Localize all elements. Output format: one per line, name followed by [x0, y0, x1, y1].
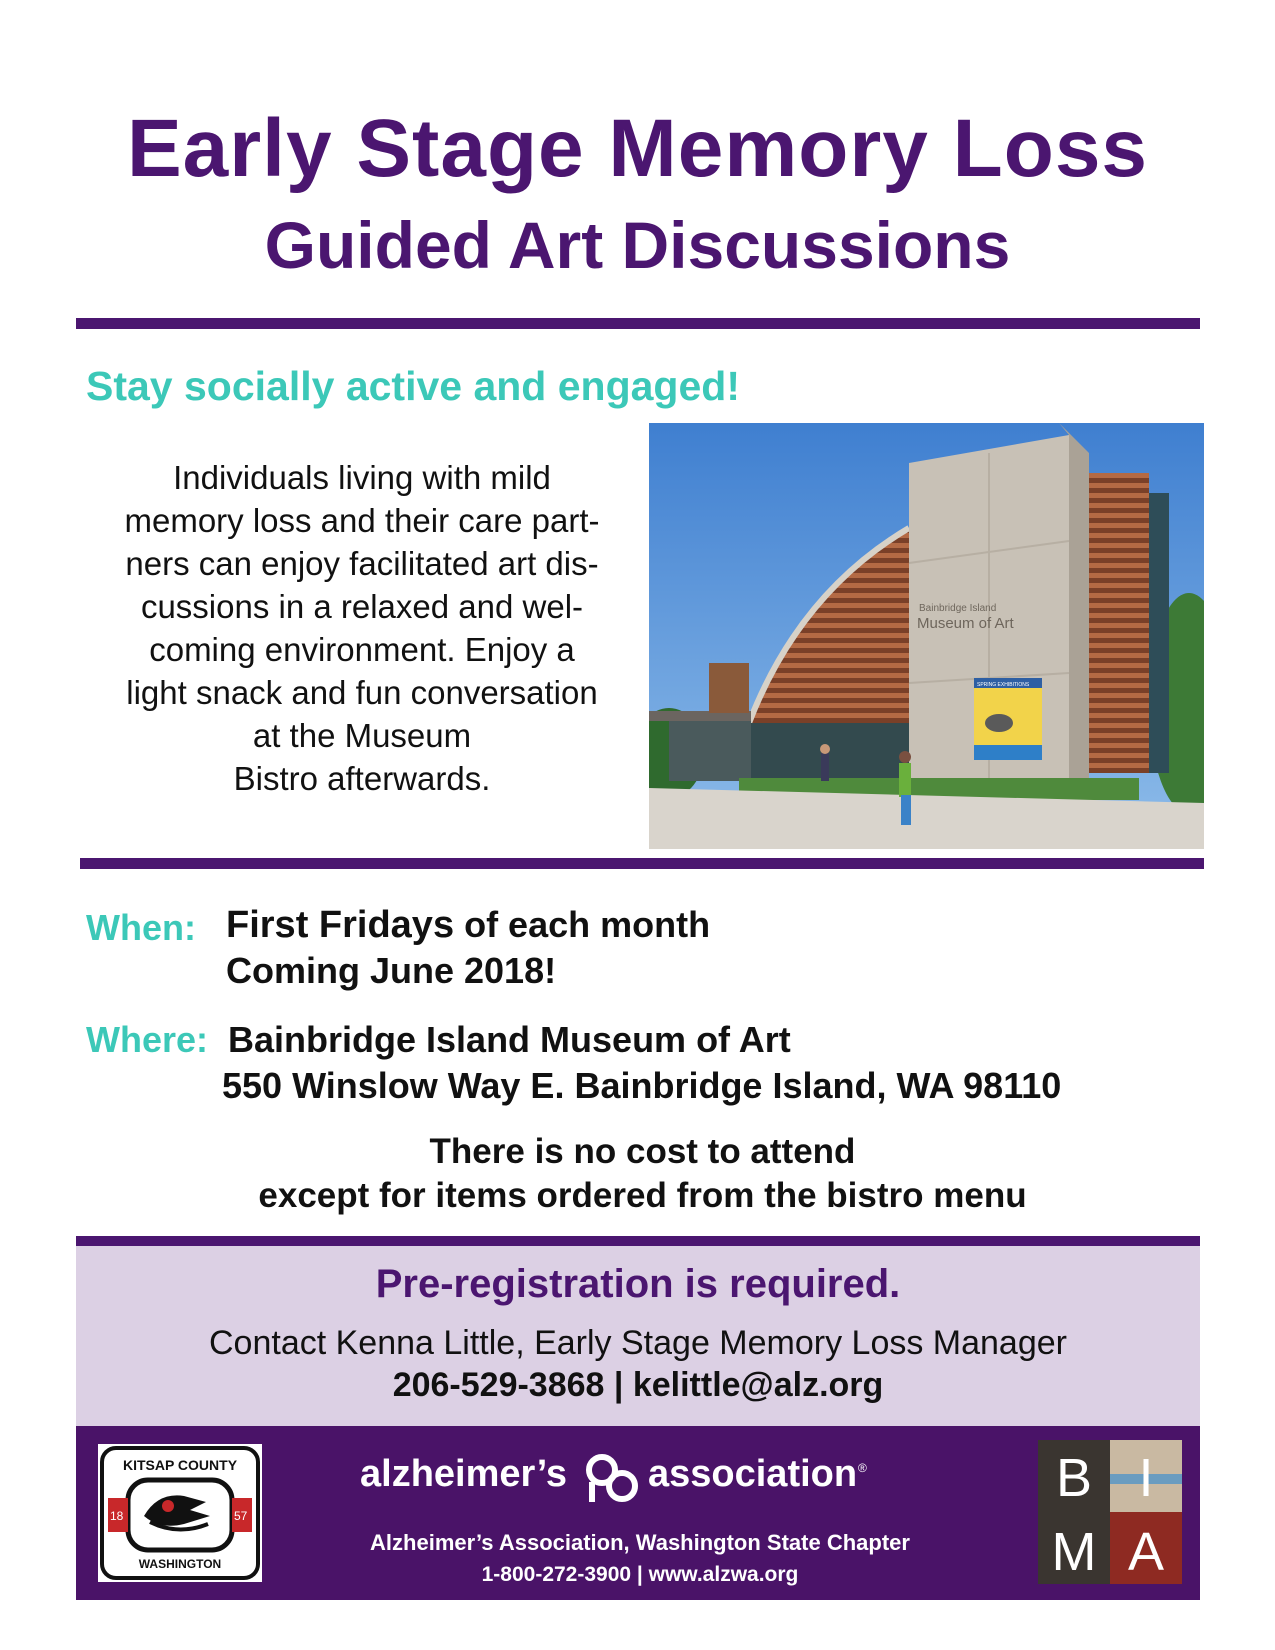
- chapter-name: Alzheimer’s Association, Washington State Chapter: [370, 1530, 910, 1555]
- cost-line2: except for items ordered from the bistro menu: [258, 1176, 1027, 1215]
- registration-phone-email: 206-529-3868 | kelittle@alz.org: [392, 1366, 884, 1404]
- chapter-contact: 1-800-272-3900 | www.alzwa.org: [481, 1563, 799, 1586]
- alz-registered-mark: ®: [858, 1461, 867, 1475]
- when-label: When:: [86, 907, 196, 948]
- description-line: Bistro afterwards.: [233, 760, 491, 797]
- poster-title: SPRING EXHIBITIONS: [977, 682, 1030, 688]
- bima-logo-icon: [1038, 1440, 1182, 1584]
- bima-letter-m: M: [1051, 1522, 1097, 1582]
- museum-illustration: [649, 423, 1204, 849]
- when-first-fridays: First Fridays: [226, 904, 455, 946]
- description-line: coming environment. Enjoy a: [149, 631, 575, 668]
- kitsap-top-text: KITSAP COUNTY: [122, 1457, 238, 1473]
- description-line: at the Museum: [252, 717, 472, 754]
- bima-letter-a: A: [1127, 1522, 1165, 1582]
- kitsap-bottom-text: WASHINGTON: [138, 1557, 222, 1571]
- middle-divider: [80, 858, 1204, 869]
- bima-letter-i: I: [1138, 1448, 1154, 1508]
- top-divider: [76, 318, 1200, 329]
- bima-logo: [1038, 1440, 1182, 1584]
- description-line: ners can enjoy facilitated art dis-: [125, 545, 599, 582]
- tagline: Stay socially active and engaged!: [86, 363, 740, 409]
- alzheimers-association-logo: [360, 1446, 920, 1506]
- page-title: Early Stage Memory Loss: [126, 103, 1149, 194]
- alz-left-text: alzheimer’s: [360, 1453, 567, 1495]
- description-line: light snack and fun conversation: [126, 674, 598, 711]
- description-line: cussions in a relaxed and wel-: [140, 588, 584, 625]
- kitsap-county-logo: [98, 1444, 262, 1582]
- bima-letter-b: B: [1055, 1448, 1093, 1508]
- alz-purple-knot-icon: [589, 1457, 635, 1502]
- kitsap-year-left: 18: [110, 1509, 124, 1523]
- alz-right-text: association: [648, 1453, 858, 1495]
- kitsap-seal-icon: [98, 1444, 262, 1582]
- alz-wordmark: [360, 1446, 920, 1506]
- cost-line1: There is no cost to attend: [429, 1132, 856, 1171]
- registration-title: Pre-registration is required.: [375, 1262, 901, 1306]
- museum-photo: [649, 423, 1204, 849]
- when-rest: of each month: [454, 904, 711, 945]
- museum-sign-line2: Museum of Art: [917, 615, 1014, 632]
- where-line1: Bainbridge Island Museum of Art: [228, 1019, 791, 1060]
- when-line2: Coming June 2018!: [226, 950, 557, 991]
- description: [88, 456, 636, 800]
- where-line2: 550 Winslow Way E. Bainbridge Island, WA 98110: [222, 1065, 1062, 1106]
- where-label: Where:: [86, 1019, 209, 1060]
- registration-contact: Contact Kenna Little, Early Stage Memory Loss Manager: [209, 1324, 1067, 1362]
- when-line1: [226, 906, 710, 944]
- page-subtitle: Guided Art Discussions: [264, 208, 1011, 282]
- kitsap-year-right: 57: [234, 1509, 248, 1523]
- description-line: Individuals living with mild: [173, 459, 551, 496]
- museum-sign-line1: Bainbridge Island: [919, 603, 997, 614]
- description-line: memory loss and their care part-: [124, 502, 600, 539]
